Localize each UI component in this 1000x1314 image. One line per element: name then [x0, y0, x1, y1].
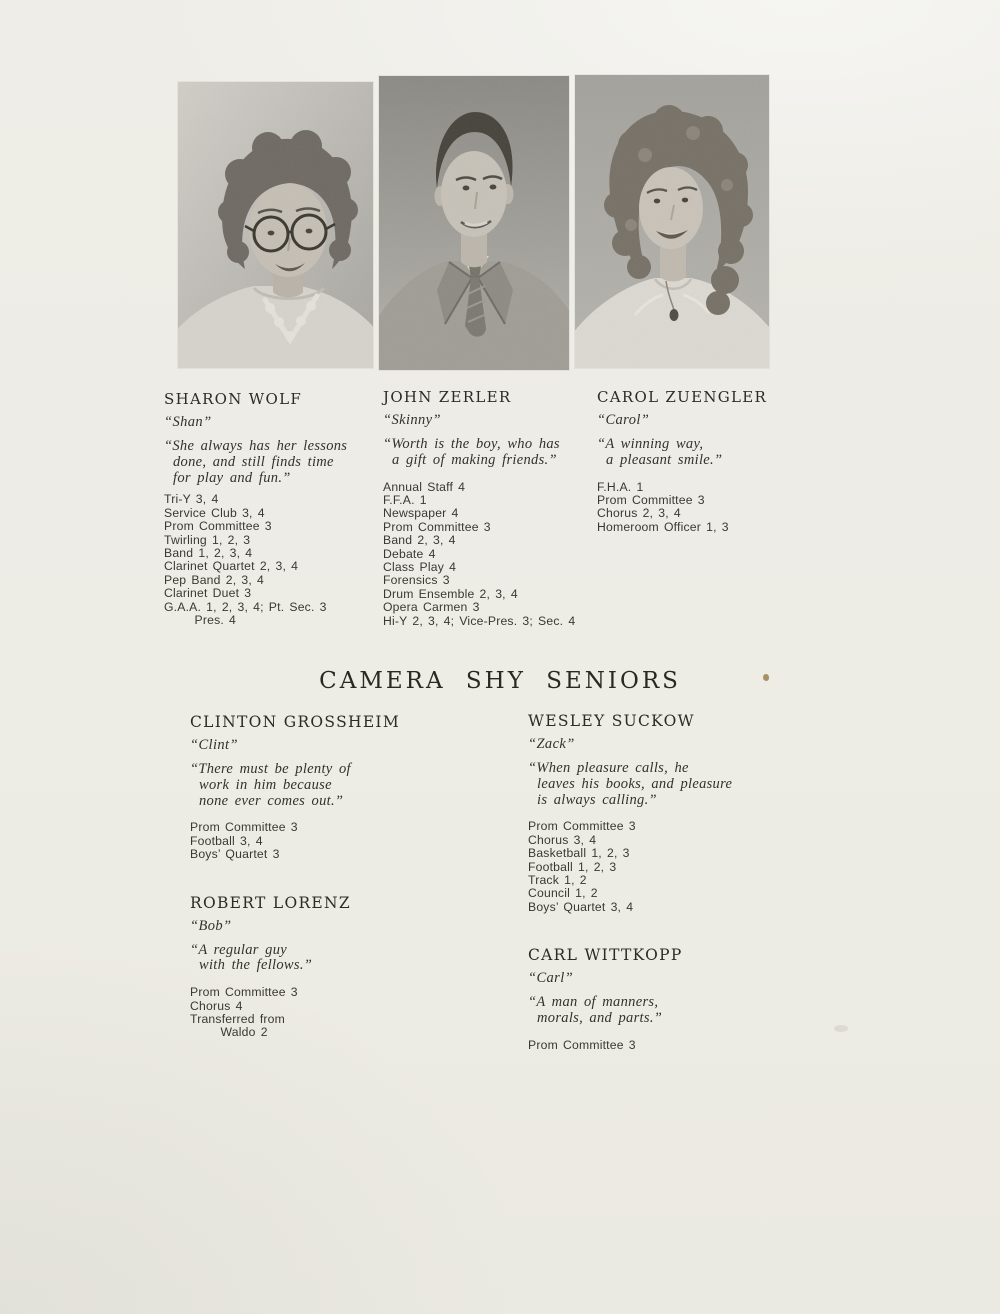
- student-nickname: “Carol”: [597, 412, 650, 428]
- student-name: WESLEY SUCKOW: [528, 712, 695, 730]
- profile-wesley-suckow: [528, 713, 796, 914]
- quote-line: for play and fun.”: [173, 469, 291, 486]
- student-quote: [164, 439, 380, 486]
- activity-line: Track 1, 2: [528, 873, 587, 888]
- activity-line: Twirling 1, 2, 3: [164, 532, 251, 547]
- quote-line: “A man of manners,: [528, 994, 659, 1011]
- activity-line: Prom Committee 3: [528, 819, 636, 834]
- quote-line: “There must be plenty of: [190, 761, 351, 777]
- activity-line: Forensics 3: [383, 573, 450, 588]
- activity-line: Boys’ Quartet 3: [190, 847, 280, 862]
- activity-line: Prom Committee 3: [383, 519, 491, 534]
- student-nickname: “Zack”: [528, 736, 575, 752]
- activity-line: Newspaper 4: [383, 506, 459, 521]
- activity-line: Pep Band 2, 3, 4: [164, 572, 264, 587]
- student-name: CAROL ZUENGLER: [597, 388, 768, 406]
- portrait-photo-carol-zuengler: [575, 75, 769, 368]
- student-quote: [190, 762, 452, 809]
- paper-speck: [763, 674, 769, 681]
- activity-line: Clarinet Quartet 2, 3, 4: [164, 559, 299, 574]
- student-activities: [528, 1039, 796, 1052]
- student-activities: [597, 481, 823, 535]
- activity-line: Debate 4: [383, 546, 436, 561]
- profile-clinton-grossheim: [190, 714, 452, 862]
- student-name: CARL WITTKOPP: [528, 946, 683, 965]
- profile-john-zerler: [383, 389, 615, 628]
- activity-line: Pres. 4: [164, 613, 237, 628]
- quote-line: a pleasant smile.”: [606, 451, 723, 468]
- quote-line: “When pleasure calls, he: [528, 760, 689, 776]
- quote-line: work in him because: [199, 776, 332, 793]
- student-name: SHARON WOLF: [164, 390, 303, 408]
- student-name: ROBERT LORENZ: [190, 893, 351, 912]
- activity-line: F.F.A. 1: [383, 493, 427, 507]
- quote-line: “A winning way,: [597, 436, 704, 452]
- student-nickname: “Carl”: [528, 970, 574, 987]
- activity-line: Chorus 3, 4: [528, 832, 597, 847]
- quote-line: “She always has her lessons: [164, 438, 348, 454]
- student-quote: [383, 437, 615, 469]
- activity-line: Council 1, 2: [528, 886, 598, 901]
- activity-line: Transferred from: [190, 1012, 285, 1027]
- profile-carl-wittkopp: [528, 947, 796, 1052]
- student-activities: [383, 481, 615, 628]
- activity-line: Clarinet Duet 3: [164, 586, 252, 601]
- activity-line: Football 1, 2, 3: [528, 859, 617, 874]
- activity-line: G.A.A. 1, 2, 3, 4; Pt. Sec. 3: [164, 599, 327, 614]
- activity-line: Hi-Y 2, 3, 4; Vice-Pres. 3; Sec. 4: [383, 613, 576, 628]
- student-activities: [190, 821, 452, 861]
- activity-line: Homeroom Officer 1, 3: [597, 519, 729, 534]
- student-nickname: “Skinny”: [383, 412, 441, 428]
- activity-line: Prom Committee 3: [190, 820, 298, 835]
- activity-line: Class Play 4: [383, 560, 457, 575]
- activity-line: Waldo 2: [190, 1025, 268, 1040]
- activity-line: Opera Carmen 3: [383, 600, 480, 615]
- paper-smudge: [834, 1025, 848, 1032]
- activity-line: F.H.A. 1: [597, 479, 644, 494]
- activity-line: Service Club 3, 4: [164, 505, 265, 520]
- student-activities: [164, 493, 380, 627]
- profile-robert-lorenz: [190, 895, 452, 1040]
- student-quote: [528, 995, 796, 1027]
- quote-line: morals, and parts.”: [537, 1010, 663, 1027]
- student-activities: [528, 820, 796, 914]
- quote-line: with the fellows.”: [199, 957, 313, 974]
- activity-line: Drum Ensemble 2, 3, 4: [383, 586, 518, 601]
- activity-line: Tri-Y 3, 4: [164, 492, 219, 507]
- activity-line: Prom Committee 3: [190, 985, 298, 1000]
- activity-line: Prom Committee 3: [597, 493, 705, 507]
- student-name: CLINTON GROSSHEIM: [190, 713, 401, 731]
- activity-line: Prom Committee 3: [528, 1037, 636, 1052]
- camera-shy-right-column: [528, 713, 796, 1052]
- activity-line: Prom Committee 3: [164, 519, 272, 534]
- quote-line: “Worth is the boy, who has: [383, 436, 560, 452]
- student-quote: [528, 761, 796, 808]
- activity-line: Annual Staff 4: [383, 479, 466, 494]
- activity-line: Band 1, 2, 3, 4: [164, 546, 253, 561]
- quote-line: a gift of making friends.”: [392, 451, 557, 468]
- student-quote: [190, 943, 452, 975]
- quote-line: leaves his books, and pleasure: [537, 775, 733, 792]
- student-quote: [597, 437, 823, 469]
- quote-line: done, and still finds time: [173, 453, 334, 470]
- student-nickname: “Shan”: [164, 414, 212, 430]
- profile-sharon-wolf: [164, 391, 380, 627]
- quote-line: is always calling.”: [537, 791, 657, 808]
- portrait-photo-john-zerler: [379, 76, 569, 370]
- profile-carol-zuengler: [597, 389, 823, 534]
- activity-line: Football 3, 4: [190, 833, 263, 848]
- activity-line: Band 2, 3, 4: [383, 533, 456, 548]
- activity-line: Basketball 1, 2, 3: [528, 846, 630, 861]
- quote-line: “A regular guy: [190, 941, 288, 958]
- portrait-photo-sharon-wolf: [178, 82, 373, 368]
- student-name: JOHN ZERLER: [383, 388, 512, 406]
- camera-shy-left-column: [190, 714, 452, 1040]
- student-nickname: “Clint”: [190, 737, 238, 753]
- student-nickname: “Bob”: [190, 917, 232, 934]
- camera-shy-heading: CAMERA SHY SENIORS: [319, 668, 681, 694]
- activity-line: Chorus 4: [190, 998, 243, 1013]
- activity-line: Boys’ Quartet 3, 4: [528, 899, 634, 914]
- student-activities: [190, 986, 452, 1040]
- activity-line: Chorus 2, 3, 4: [597, 506, 681, 521]
- quote-line: none ever comes out.”: [199, 792, 344, 809]
